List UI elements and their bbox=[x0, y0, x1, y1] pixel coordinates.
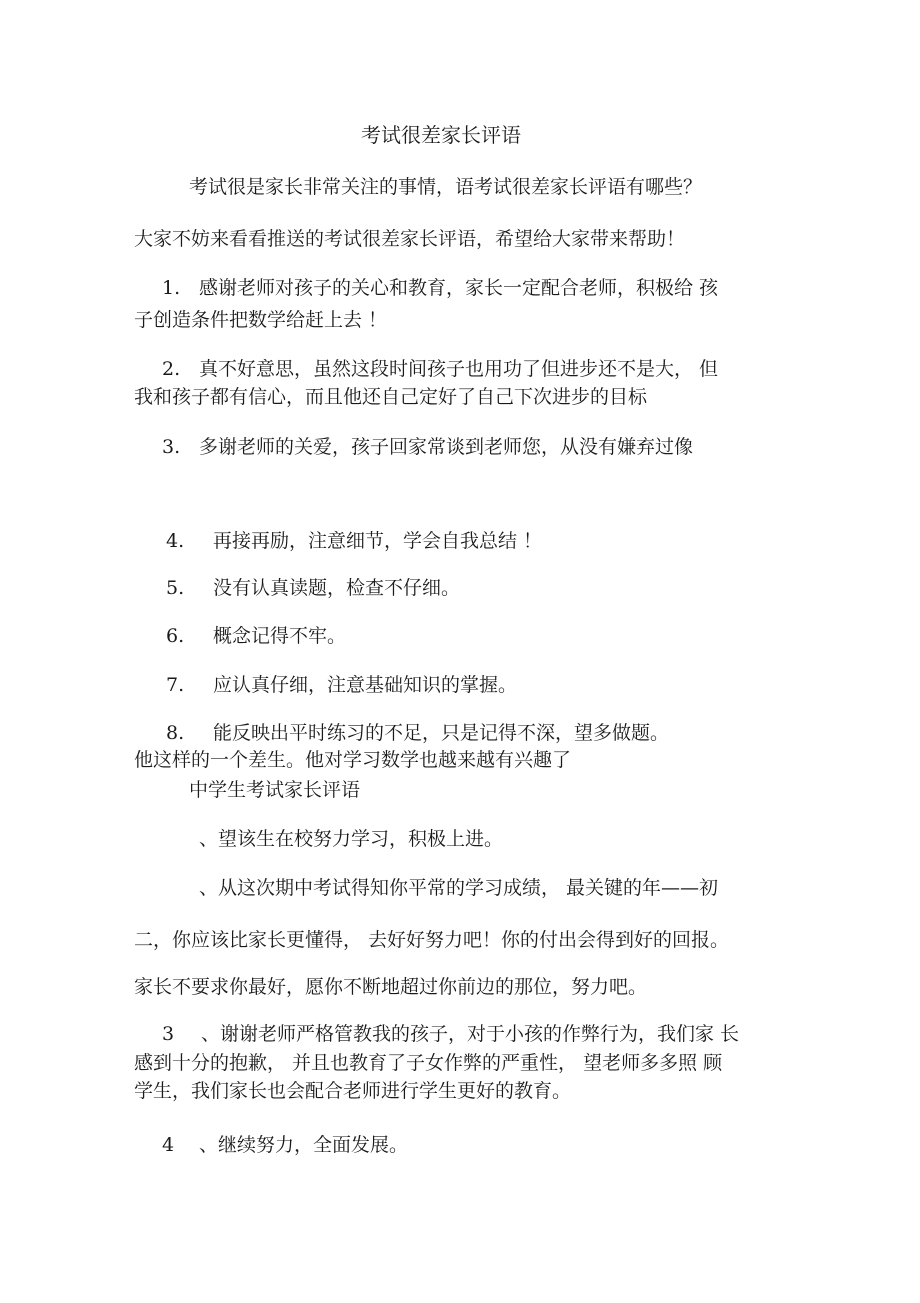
section2-line-2: 、从这次期中考试得知你平常的学习成绩， 最关键的年——初 bbox=[199, 877, 719, 899]
item-number: 2. bbox=[162, 358, 181, 380]
section-subtitle: 中学生考试家长评语 bbox=[189, 779, 361, 801]
item-number: 8. bbox=[166, 722, 185, 744]
item-text: 没有认真读题，检查不仔细。 bbox=[213, 577, 461, 599]
document-title: 考试很差家长评语 bbox=[361, 123, 521, 147]
section2-line-4: 家长不要求你最好，愿你不断地超过你前边的那位，努力吧。 bbox=[134, 976, 648, 998]
item-number: 3. bbox=[162, 436, 181, 458]
intro-line-2: 大家不妨来看看推送的考试很差家长评语，希望给大家带来帮助！ bbox=[134, 228, 686, 250]
item-text: 、谢谢老师严格管教我的孩子，对于小孩的作弊行为，我们家 长 bbox=[201, 1023, 740, 1045]
item-number: 3 bbox=[162, 1023, 175, 1045]
item-text: 真不好意思，虽然这段时间孩子也用功了但进步还不是大， 但 bbox=[199, 358, 719, 380]
item-text: 概念记得不牢。 bbox=[213, 625, 347, 647]
item-text: 学生，我们家长也会配合老师进行学生更好的教育。 bbox=[134, 1080, 572, 1102]
item-text: 、继续努力，全面发展。 bbox=[199, 1134, 409, 1156]
item-text: 子创造条件把数学给赶上去 ！ bbox=[134, 309, 388, 331]
continuation-line: 他这样的一个差生。他对学习数学也越来越有兴趣了 bbox=[134, 749, 572, 771]
item-text: 应认真仔细，注意基础知识的掌握。 bbox=[213, 674, 518, 696]
section2-line-3: 二，你应该比家长更懂得， 去好好努力吧！你的付出会得到好的回报。 bbox=[134, 929, 730, 951]
item-number: 4 bbox=[162, 1134, 175, 1156]
item-number: 4. bbox=[166, 530, 185, 552]
item-text: 多谢老师的关爱，孩子回家常谈到老师您，从没有嫌弃过像 bbox=[199, 436, 694, 458]
item-number: 1. bbox=[162, 277, 181, 299]
section2-line-1: 、望该生在校努力学习，积极上进。 bbox=[199, 828, 504, 850]
item-text: 感到十分的抱歉， 并且也教育了子女作弊的严重性， 望老师多多照 顾 bbox=[134, 1052, 723, 1074]
item-text: 我和孩子都有信心，而且他还自己定好了自己下次进步的目标 bbox=[134, 386, 648, 408]
item-number: 5. bbox=[166, 577, 185, 599]
item-text: 能反映出平时练习的不足，只是记得不深，望多做题。 bbox=[213, 722, 670, 744]
item-text: 再接再励，注意细节，学会自我总结 ！ bbox=[213, 530, 543, 552]
item-number: 6. bbox=[166, 625, 185, 647]
item-text: 感谢老师对孩子的关心和教育，家长一定配合老师，积极给 孩 bbox=[199, 277, 719, 299]
intro-line-1: 考试很是家长非常关注的事情，语考试很差家长评语有哪些？ bbox=[189, 176, 703, 198]
item-number: 7. bbox=[166, 674, 185, 696]
